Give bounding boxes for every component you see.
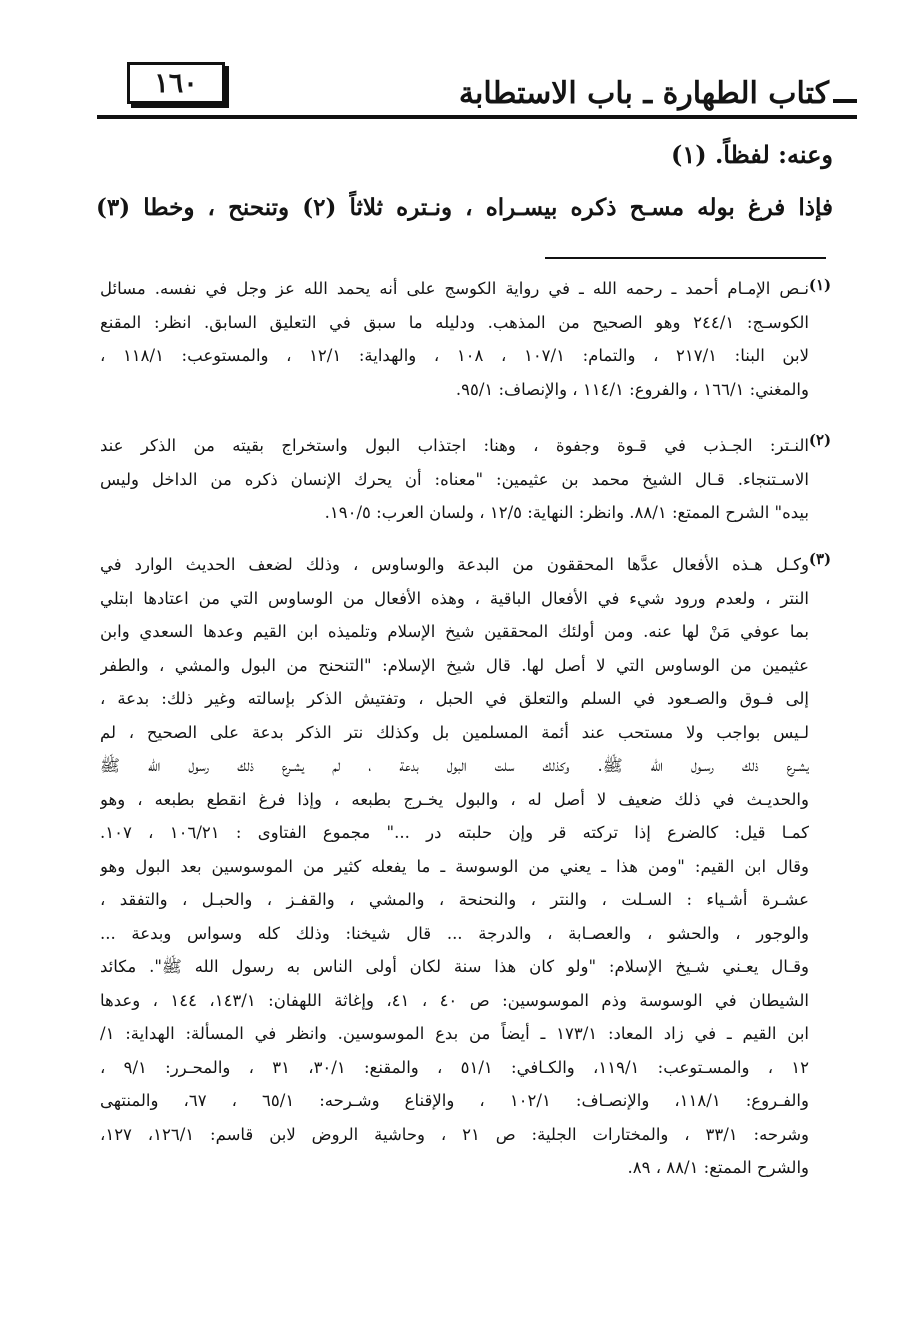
footnote-line: ابن القيم ـ في زاد المعاد: ١٧٣/١ ـ أيضاً من بدع الموسوسين. وانظر في المسألة: الهداية: ١/ [100,1024,809,1043]
footnote-line: وقـال يعـني شـيخ الإسلام: "ولو كان هذا سنة لكان أولى الناس به رسول الله ﷺ". مكائد [100,957,809,976]
page-number-box [127,62,225,104]
footnote-separator [545,257,826,259]
main-text-line-2: فإذا فرغ بوله مسـح ذكره بيسـراه ، ونـتره ثلاثاً (٢) وتنحنح ، وخطا (٣) [96,194,833,221]
running-title: كتاب الطهارة ـ باب الاستطابة [458,76,829,111]
footnote-line: وكـل هـذه الأفعال عدَّها المحققون من البدعة والوساوس ، وذلك لضعف الحديث الوارد في [100,555,809,574]
footnote-line: بيده" الشرح الممتع: ٨٨/١. وانظر: النهاية: ١٢/٥ ، ولسان العرب: ١٩٠/٥. [324,503,809,522]
footnote-line: والفـروع: ١١٨/١، والإنصـاف: ١٠٢/١ ، والإقناع وشـرحه: ٦٥/١ ، ٦٧، والمنتهى [100,1091,809,1110]
footnote-line: والوجور ، والحشو ، والعصـابة ، والدرجة ... قال شيخنا: وذلك كله وسواس وبدعة ... [100,923,809,943]
footnote-line: الاسـتنجاء. قـال الشيخ محمد بن عثيمين: "معناه: أن يحرك الإنسان ذكره من الداخل وليس [100,469,809,489]
footnote-line: يشـرع ذلك رسـول الله ﷺ. وكذلك سلت البول بدعة ، لم يشـرع ذلك رسول الله ﷺ [100,756,809,775]
footnote-marker-3: (٣) [808,550,832,568]
footnote-line: وقال ابن القيم: "ومن هذا ـ يعني من الوسوسة ـ ما يفعله كثير من الموسوسين بعد البول وهو [100,856,809,876]
footnote-line: النتر ، ولعدم ورود شيء في الأفعال الباقية ، وهذه الأفعال من الوساوس التي من اعتادها ابتلي [100,588,809,608]
footnote-line: لـيس بواجب ولا مستحب عند أئمة المسلمين بل وكذلك نتر الذكر بدعة على الصحيح ، لم [100,722,809,742]
footnote-marker-2: (٢) [808,431,832,449]
page-number: ١٦٠ [154,67,198,99]
footnote-2 [100,429,809,530]
footnote-line: إلى فـوق والصـعود في السلم والتعلق في الحبل ، وتفتيش الذكر بإسالته وغير ذلك: بدعة ، [100,689,809,708]
footnote-line: لابن البنا: ٢١٧/١ ، والتمام: ١٠٧/١ ، ١٠٨ ، والهداية: ١٢/١ ، والمستوعب: ١١٨/١ ، [100,346,809,365]
footnote-line: والحديـث في ذلك ضعيف لا أصل له ، والبول يخـرج بطبعه ، وإذا فرغ انقطع بطبعه ، وهو [100,789,809,809]
footnote-line: النـتر: الجـذب في قـوة وجفوة ، وهنا: اجتذاب البول واستخراج بقيته من الذكر عند [100,436,809,455]
header-rule [97,115,857,119]
footnote-line: الشيطان في الوسوسة وذم الموسوسين: ص ٤٠ ، ٤١، وإغاثة اللهفان: ١٤٣/١، ١٤٤ ، وعدها [100,990,809,1010]
footnote-line: وشرحه: ٣٣/١ ، والمختارات الجلية: ص ٢١ ، وحاشية الروض لابن قاسم: ١٢٦/١، ١٢٧، [100,1124,809,1144]
footnote-line: والمغني: ١٦٦/١ ، والفروع: ١١٤/١ ، والإنصاف: ٩٥/١. [455,379,809,399]
footnote-1 [100,272,809,406]
footnote-line: عشـرة أشـياء : السـلت ، والنتر ، والنحنحة ، والمشي ، والقفـز ، والحبـل ، والتفقد ، [100,890,809,909]
footnote-marker-1: (١) [808,276,832,294]
footnote-line: نـص الإمـام أحمد ـ رحمه الله ـ في رواية الكوسج على أنه يحمد الله عز وجل في نفسه. مسائل [100,279,809,298]
footnote-line: بما عوفي مَنْ لها عنه. ومن أولئك المحققين شيخ الإسلام وتلميذه ابن القيم وعدها السعدي وابن [100,622,809,641]
header-dash [833,99,857,103]
footnote-line: الكوسـج: ٢٤٤/١ وهو الصحيح من المذهب. ودليله ما سبق في التعليق السابق. انظر: المقنع [100,312,809,332]
footnote-line: عثيمين من الوساوس التي لا أصل لها. قال شيخ الإسلام: "التنحنح من البول والمشي ، والطفر [100,655,809,675]
footnote-line: ١٢ ، والمسـتوعب: ١١٩/١، والكـافي: ٥١/١ ، والمقنع: ٣٠/١، ٣١ ، والمحـرر: ٩/١ ، [100,1057,809,1077]
footnote-3 [100,548,809,1185]
footnote-line: كمـا قيل: كالضرع إذا تركته قر وإن حلبته در ..." مجموع الفتاوى : ١٠٦/٢١ ، ١٠٧. [100,823,809,842]
main-text-line-1: وعنه: لفظاً. (١) [670,140,833,169]
footnote-line: والشرح الممتع: ٨٨/١ ، ٨٩. [627,1158,809,1177]
